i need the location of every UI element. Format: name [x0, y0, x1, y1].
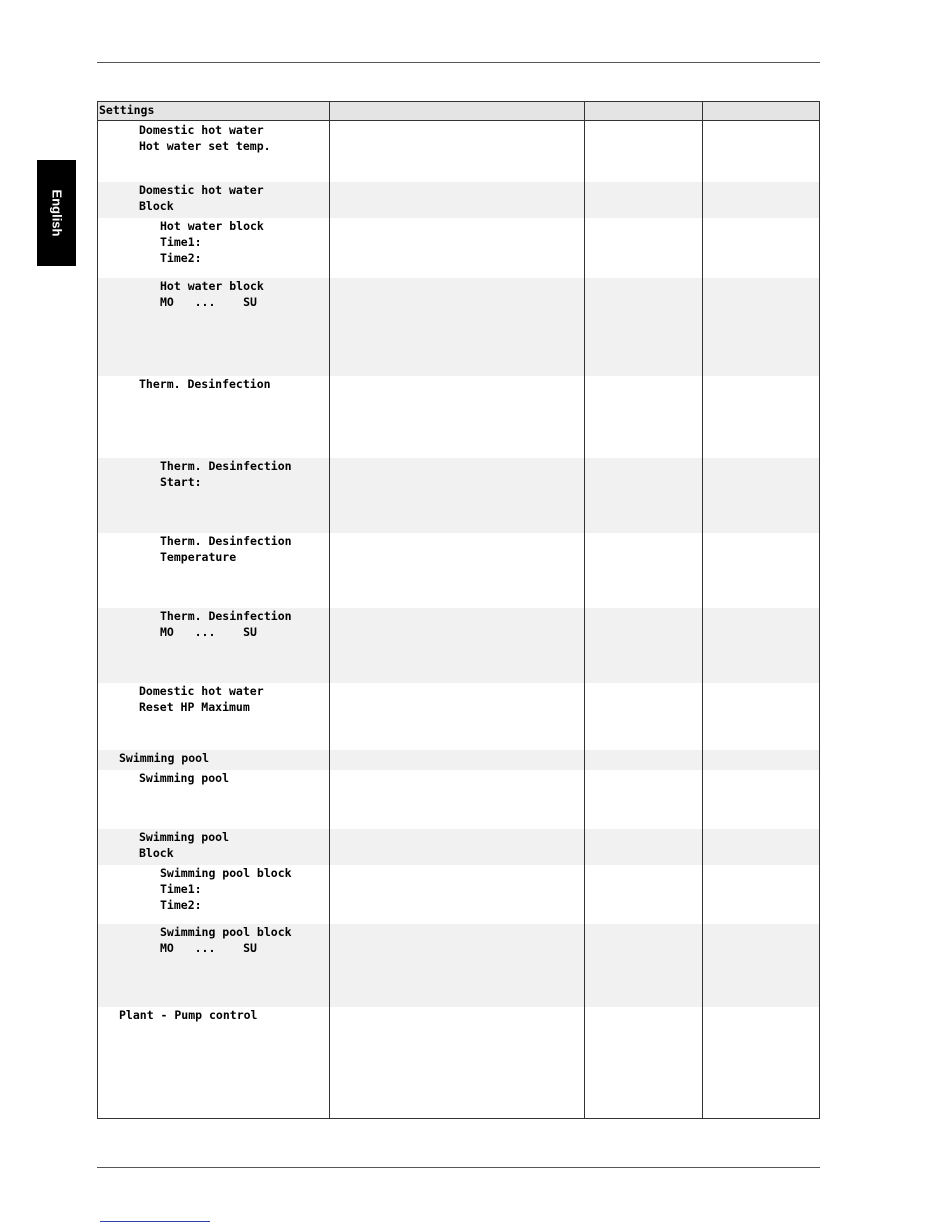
- row-text-line: Time2:: [160, 251, 202, 265]
- row-text-line: Swimming pool: [119, 751, 210, 765]
- row-text-line: Hot water block: [160, 219, 264, 233]
- table-row: [98, 750, 329, 770]
- footer-underline: [100, 1221, 210, 1222]
- column-divider-1: [329, 102, 330, 1118]
- row-text-line: Temperature: [160, 550, 237, 564]
- row-text-line: Domestic hot water: [139, 684, 264, 698]
- row-text-line: Domestic hot water: [139, 123, 264, 137]
- row-text-line: Therm. Desinfection: [160, 609, 292, 623]
- row-text-line: Swimming pool: [139, 771, 230, 785]
- row-text-line: Reset HP Maximum: [139, 700, 250, 714]
- language-tab-label: English: [49, 189, 64, 237]
- table-row: [98, 122, 329, 182]
- table-row: [98, 683, 329, 750]
- language-tab: [37, 160, 76, 266]
- table-row: [98, 1007, 329, 1119]
- table-row: [98, 278, 329, 376]
- row-text-line: MO ... SU: [160, 941, 257, 955]
- row-text-line: Swimming pool: [139, 830, 230, 844]
- table-row: [98, 218, 329, 278]
- row-text-line: MO ... SU: [160, 295, 257, 309]
- column-divider-2: [584, 102, 585, 1118]
- row-text-line: MO ... SU: [160, 625, 257, 639]
- table-row: [98, 865, 329, 924]
- row-text-line: Time1:: [160, 235, 202, 249]
- top-rule: [97, 62, 820, 63]
- row-text-line: Domestic hot water: [139, 183, 264, 197]
- table-row: [98, 924, 329, 1007]
- row-text-line: Swimming pool block: [160, 925, 292, 939]
- row-text-line: Hot water set temp.: [139, 139, 271, 153]
- row-text-line: Time1:: [160, 882, 202, 896]
- table-row: [98, 770, 329, 829]
- row-text-line: Therm. Desinfection: [160, 459, 292, 473]
- table-header: [98, 102, 819, 121]
- row-text-line: Block: [139, 846, 174, 860]
- row-text-line: Time2:: [160, 898, 202, 912]
- header-settings: Settings: [99, 103, 155, 117]
- row-text-line: Swimming pool block: [160, 866, 292, 880]
- table-row: [98, 376, 329, 458]
- row-text-line: Plant - Pump control: [119, 1008, 258, 1022]
- table-row: [98, 829, 329, 865]
- table-row: [98, 182, 329, 218]
- row-text-line: Therm. Desinfection: [139, 377, 271, 391]
- bottom-rule: [97, 1167, 820, 1168]
- row-text-line: Therm. Desinfection: [160, 534, 292, 548]
- row-text-line: Block: [139, 199, 174, 213]
- table-row: [98, 608, 329, 683]
- table-row: [98, 458, 329, 533]
- column-divider-3: [702, 102, 703, 1118]
- settings-table: [97, 101, 820, 1119]
- table-row: [98, 533, 329, 608]
- row-text-line: Hot water block: [160, 279, 264, 293]
- row-text-line: Start:: [160, 475, 202, 489]
